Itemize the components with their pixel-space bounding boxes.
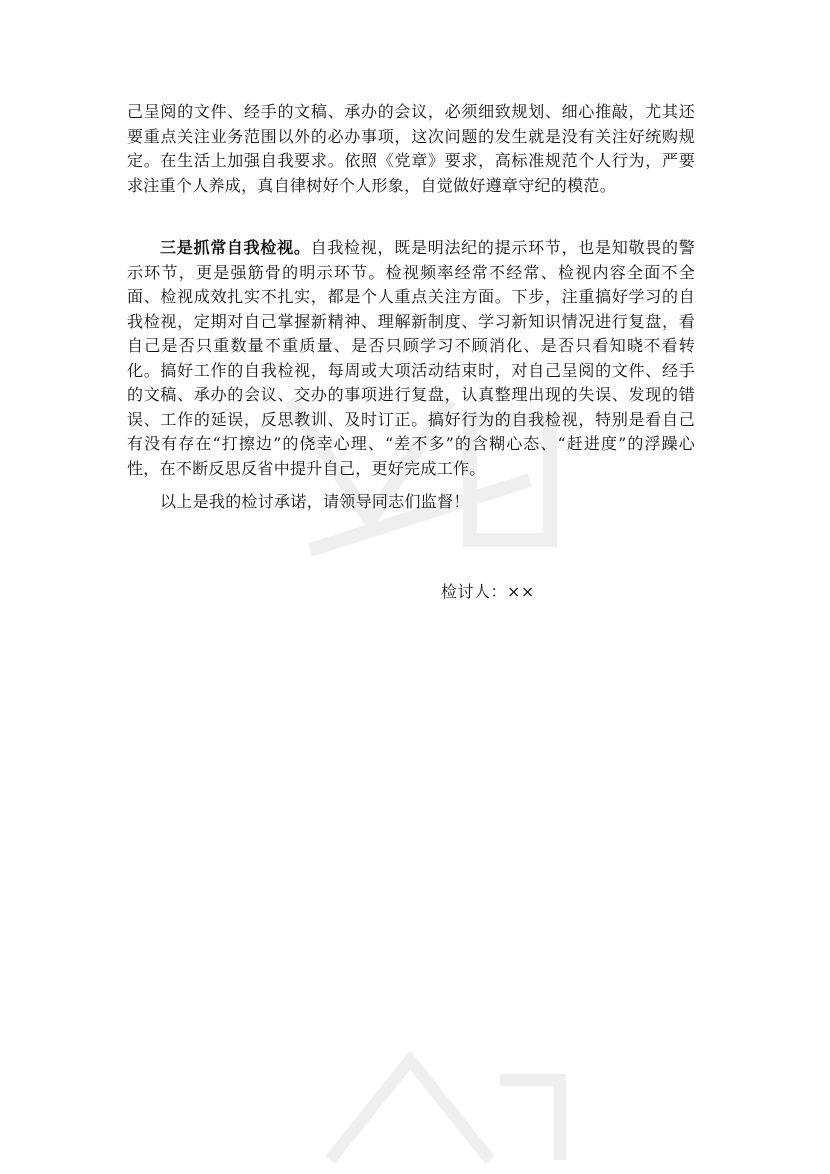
watermark-logo-bottom [310, 1040, 570, 1174]
paragraph-body: 自我检视，既是明法纪的提示环节，也是知敬畏的警示环节，更是强筋骨的明示环节。检视频率经常不经常、检视内容全面不全面、检视成效扎实不扎实，都是个人重点关注方面。下步，注重搞好学习的自我检视，定期对自己掌握新精神、理解新制度、学习新知识情况进行复盘，看自己是否只重数量不重质量、是否只顾学习不顾消化、是否只看知晓不看转化。搞好工作的自我检视，每周或大项活动结束时，对自己呈阅的文件、经手的文稿、承办的会议、交办的事项进行复盘，认真整理出现的失误、发现的错误、工作的延误，反思教训、及时订正。搞好行为的自我检视，特别是看自己有没有存在“打擦边”的侥幸心理、“差不多”的含糊心态、“赶进度”的浮躁心性，在不断反思反省中提升自己，更好完成工作。 [127, 238, 695, 478]
closing-statement: 以上是我的检讨承诺，请领导同志们监督！ [160, 492, 470, 511]
paragraph-continuation: 己呈阅的文件、经手的文稿、承办的会议，必须细致规划、细心推敲，尤其还要重点关注业务范围以外的必办事项，这次问题的发生就是没有关注好统购规定。在生活上加强自我要求。依照《党章》要求，高标准规范个人行为，严要求注重个人养成，真自律树好个人形象，自觉做好遵章守纪的模范。 [127, 102, 695, 195]
paragraph-lead-heading: 三是抓常自我检视。 [160, 238, 311, 257]
paragraph-self-inspection [127, 236, 695, 481]
signature-line: 检讨人：×× [441, 582, 535, 601]
